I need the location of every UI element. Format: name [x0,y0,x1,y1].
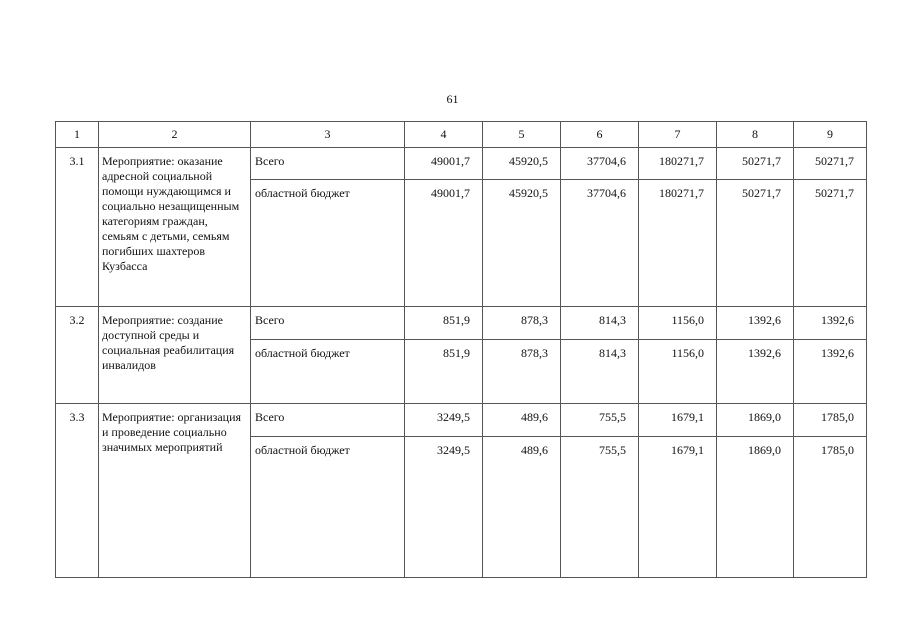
value-cell: 755,5 [561,437,639,578]
funding-source: областной бюджет [251,340,405,404]
header-cell: 5 [483,122,561,148]
row-name: Мероприятие: создание доступной среды и социальная реабилитация инвалидов [99,307,251,404]
value-cell: 3249,5 [405,404,483,437]
value-cell: 1679,1 [639,404,717,437]
value-cell: 50271,7 [717,148,794,180]
value-cell: 1392,6 [717,307,794,340]
header-cell: 8 [717,122,794,148]
value-cell: 37704,6 [561,148,639,180]
value-cell: 878,3 [483,340,561,404]
value-cell: 851,9 [405,307,483,340]
table-row [56,148,867,180]
value-cell: 1392,6 [717,340,794,404]
funding-source: Всего [251,307,405,340]
value-cell: 1156,0 [639,340,717,404]
value-cell: 851,9 [405,340,483,404]
page-number: 61 [446,92,459,106]
header-cell: 9 [794,122,867,148]
value-cell: 49001,7 [405,180,483,307]
value-cell: 1392,6 [794,340,867,404]
budget-table [55,121,867,578]
header-row [56,122,867,148]
value-cell: 755,5 [561,404,639,437]
row-name: Мероприятие: организация и проведение социально значимых мероприятий [99,404,251,578]
value-cell: 45920,5 [483,180,561,307]
funding-source: Всего [251,404,405,437]
value-cell: 1679,1 [639,437,717,578]
funding-source: областной бюджет [251,180,405,307]
table-row [56,404,867,437]
value-cell: 878,3 [483,307,561,340]
value-cell: 49001,7 [405,148,483,180]
value-cell: 489,6 [483,404,561,437]
value-cell: 37704,6 [561,180,639,307]
row-name: Мероприятие: оказание адресной социальной помощи нуждающимся и социально незащищенным категориям граждан, семьям с детьми, семьям погибших шахтеров Кузбасса [99,148,251,307]
header-cell: 3 [251,122,405,148]
value-cell: 489,6 [483,437,561,578]
value-cell: 1156,0 [639,307,717,340]
value-cell: 1785,0 [794,404,867,437]
header-cell: 2 [99,122,251,148]
value-cell: 814,3 [561,340,639,404]
row-code: 3.3 [56,404,99,578]
value-cell: 180271,7 [639,148,717,180]
row-code: 3.2 [56,307,99,404]
row-code: 3.1 [56,148,99,307]
funding-source: областной бюджет [251,437,405,578]
value-cell: 3249,5 [405,437,483,578]
value-cell: 814,3 [561,307,639,340]
header-cell: 4 [405,122,483,148]
value-cell: 180271,7 [639,180,717,307]
value-cell: 1869,0 [717,404,794,437]
value-cell: 1392,6 [794,307,867,340]
value-cell: 50271,7 [717,180,794,307]
value-cell: 50271,7 [794,180,867,307]
value-cell: 1785,0 [794,437,867,578]
header-cell: 1 [56,122,99,148]
value-cell: 50271,7 [794,148,867,180]
header-cell: 7 [639,122,717,148]
funding-source: Всего [251,148,405,180]
header-cell: 6 [561,122,639,148]
value-cell: 1869,0 [717,437,794,578]
value-cell: 45920,5 [483,148,561,180]
table-row [56,307,867,340]
